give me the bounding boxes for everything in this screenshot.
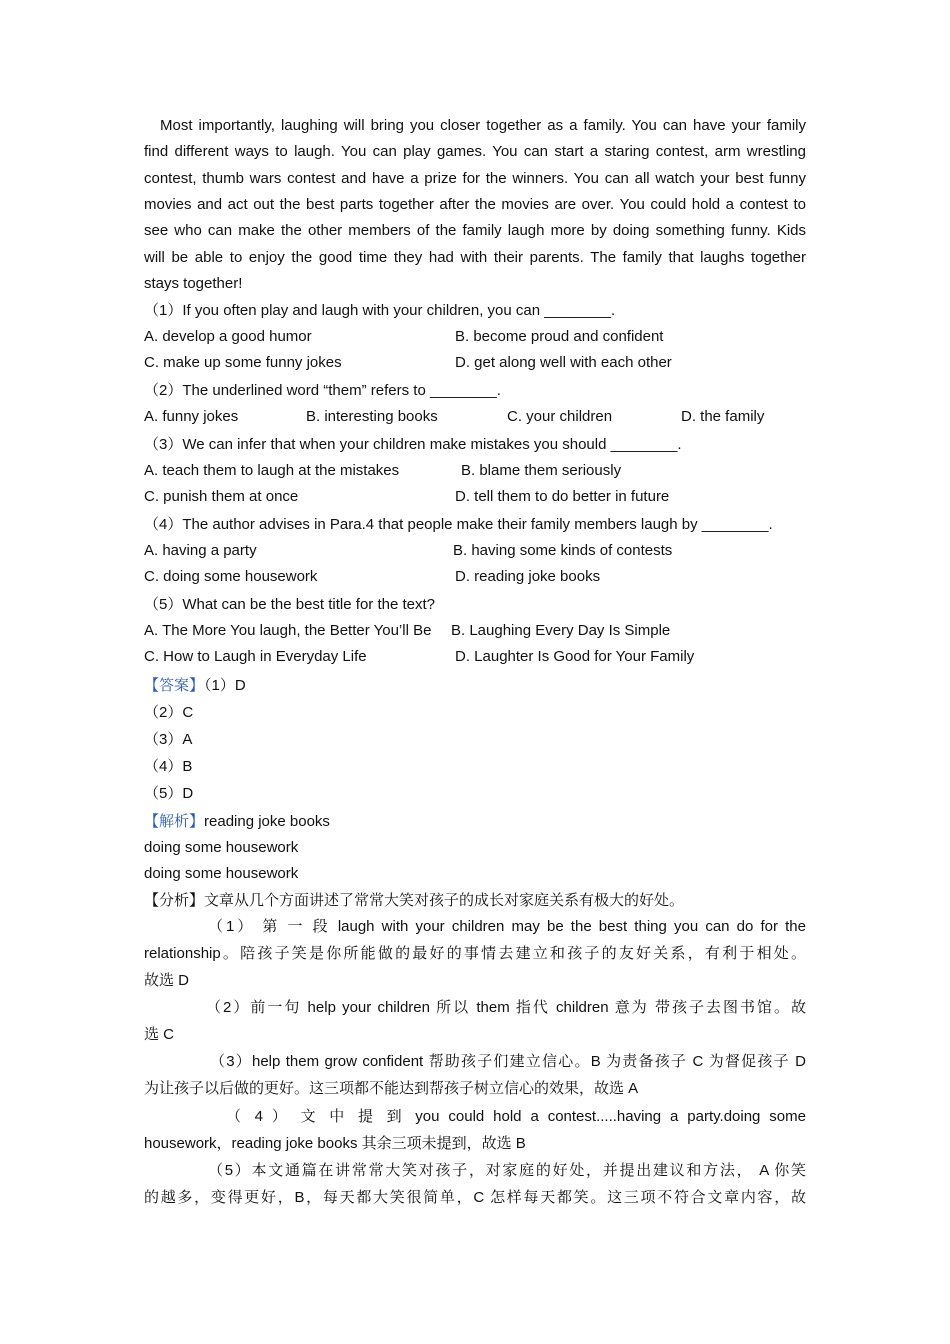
option: B. blame them seriously [461, 462, 622, 479]
answer-item: （2）C [144, 704, 194, 721]
option: C. punish them at once [144, 488, 299, 505]
analysis-note: doing some housework [144, 839, 299, 856]
analysis-q4: housework，reading joke books 其余三项未提到，故选 B [144, 1135, 526, 1152]
passage-line: Most importantly, laughing will bring you closer together as a family. You can have your family [160, 117, 806, 134]
option: C. make up some funny jokes [144, 354, 342, 371]
answer-item: （3）A [144, 731, 193, 748]
answer-item: （1）D [204, 677, 246, 694]
option: C. doing some housework [144, 568, 318, 585]
analysis-q2: 选 C [144, 1026, 175, 1043]
analysis-q3: （3）help them grow confident 帮助孩子们建立信心。B 为责备孩子 C 为督促孩子 D [210, 1053, 806, 1070]
analysis-note: doing some housework [144, 865, 299, 882]
option: D. get along well with each other [455, 354, 672, 371]
passage-line: movies and act out the best parts together after the movies are over. You could hold a contest to [144, 196, 806, 213]
passage-line: contest, thumb wars contest and have a prize for the winners. You can all watch your best funny [144, 170, 806, 187]
option: C. your children [507, 408, 613, 425]
analysis-q5: （5）本文通篇在讲常常大笑对孩子，对家庭的好处，并提出建议和方法， A 你笑 [208, 1162, 806, 1179]
option: D. Laughter Is Good for Your Family [455, 648, 695, 665]
option: B. become proud and confident [455, 328, 664, 345]
option: B. having some kinds of contests [453, 542, 673, 559]
question-stem: （4）The author advises in Para.4 that people make their family members laugh by ________. [144, 516, 773, 533]
option: D. reading joke books [455, 568, 601, 585]
passage-line: will be able to enjoy the good time they had with their parents. The family that laughs together [144, 249, 806, 266]
option: A. The More You laugh, the Better You’ll Be [144, 622, 432, 639]
answer-item: （4）B [144, 758, 193, 775]
answer-line [144, 676, 806, 696]
answer-label: 【答案】 [144, 677, 205, 694]
analysis-q1: （1） 第 一 段 laugh with your children may be the best thing you can do for the [208, 918, 806, 935]
option: A. develop a good humor [144, 328, 312, 345]
analysis-notes-label: 【解析】 [144, 813, 205, 830]
option: C. How to Laugh in Everyday Life [144, 648, 367, 665]
analysis-notes-line [144, 812, 806, 832]
option: A. teach them to laugh at the mistakes [144, 462, 400, 479]
passage-line: see who can make the other members of the family laugh more by doing something funny. Kids [144, 222, 806, 239]
question-stem: （5）What can be the best title for the text? [144, 596, 435, 613]
analysis-q5: 的越多，变得更好，B，每天都大笑很简单，C 怎样每天都笑。这三项不符合文章内容，故 [144, 1189, 806, 1206]
question-stem: （1）If you often play and laugh with your children, you can ________. [144, 302, 616, 319]
option: D. the family [681, 408, 765, 425]
analysis-q3: 为让孩子以后做的更好。这三项都不能达到帮孩子树立信心的效果，故选 A [144, 1080, 639, 1097]
analysis-q1: 故选 D [144, 972, 190, 989]
question-stem: （2）The underlined word “them” refers to ________. [144, 382, 501, 399]
option: A. having a party [144, 542, 257, 559]
analysis-summary: 【分析】文章从几个方面讲述了常常大笑对孩子的成长对家庭关系有极大的好处。 [144, 892, 685, 909]
option: A. funny jokes [144, 408, 239, 425]
passage-line: find different ways to laugh. You can play games. You can start a staring contest, arm wrestling [144, 143, 806, 160]
option: B. Laughing Every Day Is Simple [451, 622, 671, 639]
analysis-q4: （ 4 ） 文 中 提 到 you could hold a contest.....having a party.doing some [226, 1108, 806, 1125]
option: B. interesting books [306, 408, 438, 425]
answer-item: （5）D [144, 785, 194, 802]
option: D. tell them to do better in future [455, 488, 670, 505]
question-stem: （3）We can infer that when your children make mistakes you should ________. [144, 436, 682, 453]
analysis-q2: （2）前一句 help your children 所以 them 指代 children 意为 带孩子去图书馆。故 [206, 999, 806, 1016]
analysis-note: reading joke books [204, 813, 330, 830]
passage-line: stays together! [144, 275, 243, 292]
analysis-q1: relationship。陪孩子笑是你所能做的最好的事情去建立和孩子的友好关系，有利于相处。 [144, 945, 806, 962]
